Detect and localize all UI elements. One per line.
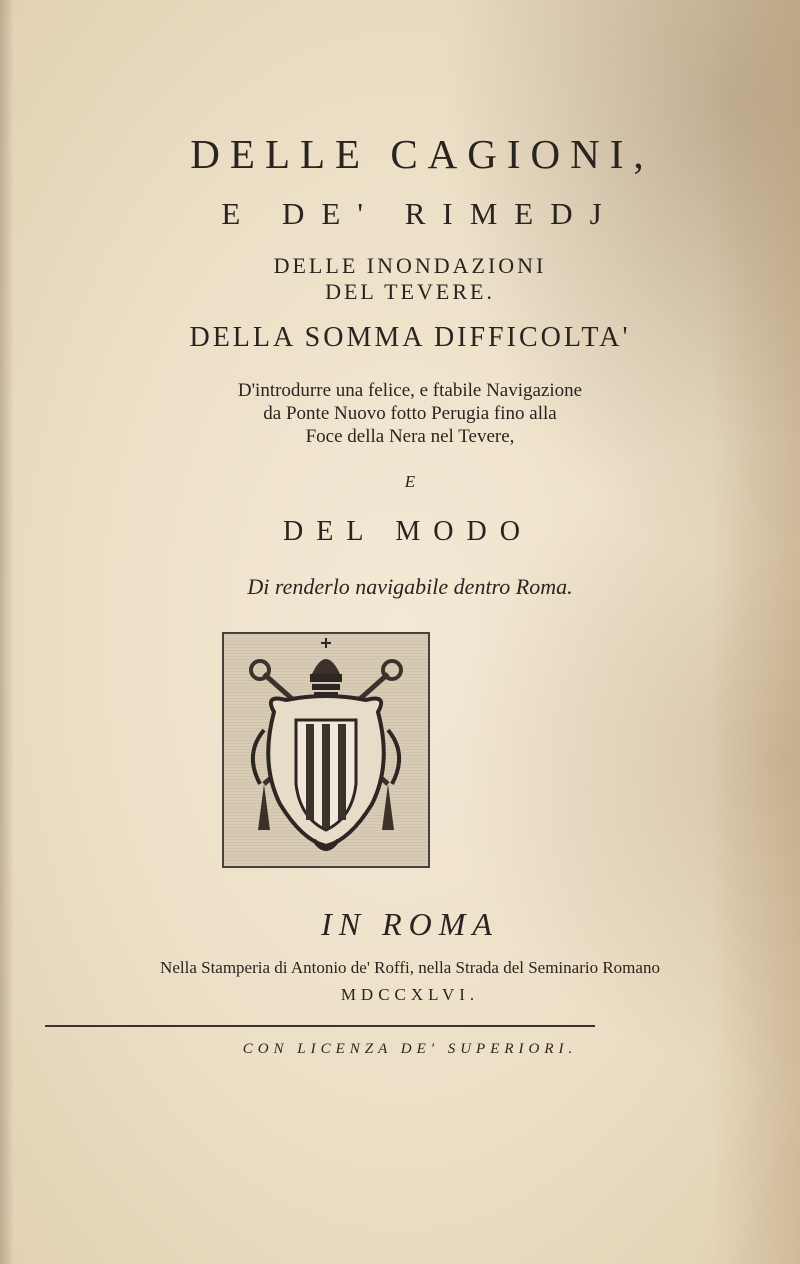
subtitle-line-4: DEL TEVERE. xyxy=(325,279,495,304)
body-line-7: da Ponte Nuovo fotto Perugia fino alla xyxy=(263,403,557,424)
coat-of-arms-vignette xyxy=(222,632,430,868)
conjunction-line: E xyxy=(404,472,416,491)
subtitle-line-5: DELLA SOMMA DIFFICOLTA' xyxy=(189,322,631,353)
subtitle-line-10: DEL MODO xyxy=(283,516,533,547)
page-edge-stain-right xyxy=(710,0,800,1264)
subtitle-line-3: DELLE INONDAZIONI xyxy=(273,253,547,278)
imprint-place: IN ROMA xyxy=(321,906,499,942)
title-line-2: E DE' RIMEDJ xyxy=(221,196,619,231)
title-line-1: DELLE CAGIONI, xyxy=(190,131,654,177)
page-edge-shadow-left xyxy=(0,0,14,1264)
subtitle-line-11: Di renderlo navigabile dentro Roma. xyxy=(247,574,573,599)
body-line-8: Foce della Nera nel Tevere, xyxy=(305,426,515,447)
license-line: CON LICENZA DE' SUPERIORI. xyxy=(242,1041,578,1057)
papal-arms-icon xyxy=(224,634,428,866)
body-line-6: D'introdurre una felice, e ftabile Navigazione xyxy=(237,380,583,401)
horizontal-rule xyxy=(45,1025,595,1027)
imprint-printer: Nella Stamperia di Antonio de' Roffi, nella Strada del Seminario Romano xyxy=(160,958,660,977)
imprint-year: MDCCXLVI. xyxy=(340,985,480,1004)
